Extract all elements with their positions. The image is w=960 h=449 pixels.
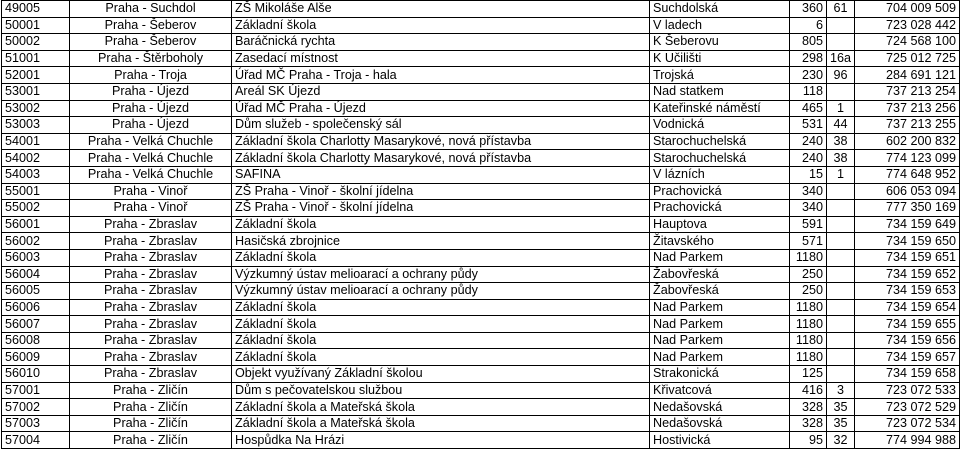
phone-cell: 723 028 442: [855, 17, 960, 34]
phone-cell: 723 072 534: [855, 415, 960, 432]
station-code-cell: 56002: [2, 233, 70, 250]
street-cell: Nad Parkem: [650, 349, 790, 366]
station-code-cell: 57003: [2, 415, 70, 432]
station-code-cell: 56003: [2, 249, 70, 266]
district-cell: Praha - Zbraslav: [70, 283, 232, 300]
phone-cell: 734 159 652: [855, 266, 960, 283]
table-row: [2, 1, 960, 18]
orientation-number-cell: 96: [827, 67, 855, 84]
house-number-cell: 465: [790, 100, 827, 117]
phone-cell: 774 994 988: [855, 432, 960, 449]
orientation-number-cell: [827, 316, 855, 333]
house-number-cell: 15: [790, 166, 827, 183]
venue-name-cell: Výzkumný ústav melioarací a ochrany půdy: [232, 283, 650, 300]
orientation-number-cell: [827, 349, 855, 366]
orientation-number-cell: [827, 233, 855, 250]
orientation-number-cell: 35: [827, 415, 855, 432]
district-cell: Praha - Újezd: [70, 83, 232, 100]
house-number-cell: 125: [790, 366, 827, 383]
venue-name-cell: Základní škola: [232, 299, 650, 316]
house-number-cell: 230: [790, 67, 827, 84]
street-cell: Nad Parkem: [650, 332, 790, 349]
district-cell: Praha - Zbraslav: [70, 332, 232, 349]
district-cell: Praha - Zličín: [70, 399, 232, 416]
street-cell: K Učilišti: [650, 50, 790, 67]
street-cell: Nad statkem: [650, 83, 790, 100]
orientation-number-cell: 35: [827, 399, 855, 416]
station-code-cell: 56004: [2, 266, 70, 283]
district-cell: Praha - Zbraslav: [70, 216, 232, 233]
phone-cell: 774 648 952: [855, 166, 960, 183]
station-code-cell: 50001: [2, 17, 70, 34]
station-code-cell: 56005: [2, 283, 70, 300]
orientation-number-cell: [827, 216, 855, 233]
house-number-cell: 340: [790, 200, 827, 217]
table-row: [2, 299, 960, 316]
table-row: [2, 117, 960, 134]
station-code-cell: 56007: [2, 316, 70, 333]
house-number-cell: 416: [790, 382, 827, 399]
district-cell: Praha - Suchdol: [70, 1, 232, 18]
table-row: [2, 166, 960, 183]
street-cell: Nad Parkem: [650, 299, 790, 316]
district-cell: Praha - Velká Chuchle: [70, 166, 232, 183]
station-code-cell: 57002: [2, 399, 70, 416]
house-number-cell: 1180: [790, 316, 827, 333]
orientation-number-cell: [827, 299, 855, 316]
venue-name-cell: Hospůdka Na Hrázi: [232, 432, 650, 449]
orientation-number-cell: 1: [827, 166, 855, 183]
district-cell: Praha - Zličín: [70, 432, 232, 449]
phone-cell: 724 568 100: [855, 34, 960, 51]
street-cell: Nad Parkem: [650, 249, 790, 266]
venue-name-cell: Dům služeb - společenský sál: [232, 117, 650, 134]
phone-cell: 734 159 649: [855, 216, 960, 233]
street-cell: Vodnická: [650, 117, 790, 134]
house-number-cell: 328: [790, 415, 827, 432]
table-row: [2, 67, 960, 84]
district-cell: Praha - Šeberov: [70, 17, 232, 34]
station-code-cell: 50002: [2, 34, 70, 51]
district-cell: Praha - Zličín: [70, 382, 232, 399]
station-code-cell: 57004: [2, 432, 70, 449]
street-cell: Kateřinské náměstí: [650, 100, 790, 117]
street-cell: Trojská: [650, 67, 790, 84]
street-cell: V ladech: [650, 17, 790, 34]
orientation-number-cell: [827, 249, 855, 266]
street-cell: Starochuchelská: [650, 150, 790, 167]
orientation-number-cell: [827, 200, 855, 217]
venue-name-cell: Baráčnická rychta: [232, 34, 650, 51]
venue-name-cell: ZŠ Mikoláše Alše: [232, 1, 650, 18]
table-row: [2, 150, 960, 167]
phone-cell: 737 213 254: [855, 83, 960, 100]
phone-cell: 734 159 657: [855, 349, 960, 366]
house-number-cell: 328: [790, 399, 827, 416]
street-cell: Prachovická: [650, 200, 790, 217]
district-cell: Praha - Troja: [70, 67, 232, 84]
venue-name-cell: Základní škola a Mateřská škola: [232, 399, 650, 416]
phone-cell: 774 123 099: [855, 150, 960, 167]
house-number-cell: 240: [790, 150, 827, 167]
venue-name-cell: Úřad MČ Praha - Újezd: [232, 100, 650, 117]
orientation-number-cell: 38: [827, 133, 855, 150]
street-cell: Nedašovská: [650, 399, 790, 416]
table-row: [2, 332, 960, 349]
table-row: [2, 83, 960, 100]
station-code-cell: 51001: [2, 50, 70, 67]
street-cell: Žitavského: [650, 233, 790, 250]
street-cell: Nedašovská: [650, 415, 790, 432]
district-cell: Praha - Zbraslav: [70, 316, 232, 333]
phone-cell: 734 159 650: [855, 233, 960, 250]
house-number-cell: 340: [790, 183, 827, 200]
venue-name-cell: Základní škola: [232, 316, 650, 333]
house-number-cell: 805: [790, 34, 827, 51]
district-cell: Praha - Zbraslav: [70, 299, 232, 316]
station-code-cell: 54001: [2, 133, 70, 150]
orientation-number-cell: 32: [827, 432, 855, 449]
table-row: [2, 233, 960, 250]
table-row: [2, 100, 960, 117]
table-row: [2, 399, 960, 416]
house-number-cell: 95: [790, 432, 827, 449]
venue-name-cell: Základní škola: [232, 17, 650, 34]
station-code-cell: 54002: [2, 150, 70, 167]
street-cell: Suchdolská: [650, 1, 790, 18]
house-number-cell: 298: [790, 50, 827, 67]
station-code-cell: 54003: [2, 166, 70, 183]
venue-name-cell: Objekt využívaný Základní školou: [232, 366, 650, 383]
house-number-cell: 1180: [790, 249, 827, 266]
venue-name-cell: ZŠ Praha - Vinoř - školní jídelna: [232, 183, 650, 200]
station-code-cell: 56006: [2, 299, 70, 316]
phone-cell: 737 213 256: [855, 100, 960, 117]
orientation-number-cell: [827, 366, 855, 383]
street-cell: V lázních: [650, 166, 790, 183]
street-cell: Nad Parkem: [650, 316, 790, 333]
orientation-number-cell: [827, 34, 855, 51]
house-number-cell: 1180: [790, 349, 827, 366]
table-row: [2, 432, 960, 449]
venue-name-cell: ZŠ Praha - Vinoř - školní jídelna: [232, 200, 650, 217]
district-cell: Praha - Zbraslav: [70, 366, 232, 383]
street-cell: Starochuchelská: [650, 133, 790, 150]
phone-cell: 606 053 094: [855, 183, 960, 200]
table-row: [2, 34, 960, 51]
phone-cell: 284 691 121: [855, 67, 960, 84]
district-cell: Praha - Vinoř: [70, 183, 232, 200]
venue-name-cell: Základní škola Charlotty Masarykové, nová přístavba: [232, 133, 650, 150]
street-cell: K Šeberovu: [650, 34, 790, 51]
station-code-cell: 49005: [2, 1, 70, 18]
street-cell: Hostivická: [650, 432, 790, 449]
house-number-cell: 1180: [790, 332, 827, 349]
street-cell: Hauptova: [650, 216, 790, 233]
house-number-cell: 240: [790, 133, 827, 150]
venue-name-cell: Výzkumný ústav melioarací a ochrany půdy: [232, 266, 650, 283]
phone-cell: 737 213 255: [855, 117, 960, 134]
district-cell: Praha - Újezd: [70, 100, 232, 117]
house-number-cell: 360: [790, 1, 827, 18]
district-cell: Praha - Zbraslav: [70, 249, 232, 266]
orientation-number-cell: [827, 83, 855, 100]
table-row: [2, 283, 960, 300]
table-row: [2, 249, 960, 266]
district-cell: Praha - Štěrboholy: [70, 50, 232, 67]
venue-name-cell: Hasičská zbrojnice: [232, 233, 650, 250]
table-row: [2, 382, 960, 399]
district-cell: Praha - Újezd: [70, 117, 232, 134]
station-code-cell: 55001: [2, 183, 70, 200]
house-number-cell: 6: [790, 17, 827, 34]
table-row: [2, 50, 960, 67]
table-row: [2, 266, 960, 283]
orientation-number-cell: [827, 283, 855, 300]
phone-cell: 777 350 169: [855, 200, 960, 217]
table-row: [2, 415, 960, 432]
orientation-number-cell: 16a: [827, 50, 855, 67]
district-cell: Praha - Zličín: [70, 415, 232, 432]
district-cell: Praha - Velká Chuchle: [70, 150, 232, 167]
table-row: [2, 133, 960, 150]
phone-cell: 734 159 654: [855, 299, 960, 316]
orientation-number-cell: [827, 183, 855, 200]
house-number-cell: 591: [790, 216, 827, 233]
district-cell: Praha - Zbraslav: [70, 233, 232, 250]
phone-cell: 704 009 509: [855, 1, 960, 18]
station-code-cell: 53002: [2, 100, 70, 117]
house-number-cell: 250: [790, 266, 827, 283]
table-row: [2, 216, 960, 233]
station-code-cell: 56001: [2, 216, 70, 233]
venue-name-cell: Dům s pečovatelskou službou: [232, 382, 650, 399]
house-number-cell: 250: [790, 283, 827, 300]
orientation-number-cell: [827, 332, 855, 349]
phone-cell: 734 159 651: [855, 249, 960, 266]
station-code-cell: 52001: [2, 67, 70, 84]
station-code-cell: 56009: [2, 349, 70, 366]
street-cell: Prachovická: [650, 183, 790, 200]
venue-name-cell: Základní škola: [232, 349, 650, 366]
orientation-number-cell: 38: [827, 150, 855, 167]
street-cell: Strakonická: [650, 366, 790, 383]
phone-cell: 723 072 533: [855, 382, 960, 399]
orientation-number-cell: [827, 266, 855, 283]
orientation-number-cell: 3: [827, 382, 855, 399]
orientation-number-cell: [827, 17, 855, 34]
street-cell: Křivatcová: [650, 382, 790, 399]
phone-cell: 734 159 656: [855, 332, 960, 349]
phone-cell: 734 159 653: [855, 283, 960, 300]
district-cell: Praha - Šeberov: [70, 34, 232, 51]
phone-cell: 734 159 658: [855, 366, 960, 383]
venue-name-cell: Areál SK Újezd: [232, 83, 650, 100]
street-cell: Žabovřeská: [650, 283, 790, 300]
house-number-cell: 531: [790, 117, 827, 134]
house-number-cell: 571: [790, 233, 827, 250]
table-row: [2, 200, 960, 217]
station-code-cell: 57001: [2, 382, 70, 399]
venue-name-cell: SAFINA: [232, 166, 650, 183]
phone-cell: 723 072 529: [855, 399, 960, 416]
district-cell: Praha - Zbraslav: [70, 266, 232, 283]
district-cell: Praha - Zbraslav: [70, 349, 232, 366]
table-row: [2, 183, 960, 200]
venue-name-cell: Základní škola: [232, 216, 650, 233]
phone-cell: 602 200 832: [855, 133, 960, 150]
station-code-cell: 55002: [2, 200, 70, 217]
venue-name-cell: Zasedací místnost: [232, 50, 650, 67]
district-cell: Praha - Vinoř: [70, 200, 232, 217]
table-row: [2, 366, 960, 383]
venue-name-cell: Základní škola a Mateřská škola: [232, 415, 650, 432]
station-code-cell: 56008: [2, 332, 70, 349]
station-code-cell: 56010: [2, 366, 70, 383]
station-code-cell: 53001: [2, 83, 70, 100]
house-number-cell: 1180: [790, 299, 827, 316]
venue-name-cell: Základní škola: [232, 332, 650, 349]
table-row: [2, 316, 960, 333]
venue-name-cell: Základní škola Charlotty Masarykové, nová přístavba: [232, 150, 650, 167]
district-cell: Praha - Velká Chuchle: [70, 133, 232, 150]
venue-name-cell: Úřad MČ Praha - Troja - hala: [232, 67, 650, 84]
house-number-cell: 118: [790, 83, 827, 100]
orientation-number-cell: 1: [827, 100, 855, 117]
table-row: [2, 17, 960, 34]
station-code-cell: 53003: [2, 117, 70, 134]
table-body: [2, 1, 960, 449]
orientation-number-cell: 44: [827, 117, 855, 134]
phone-cell: 734 159 655: [855, 316, 960, 333]
orientation-number-cell: 61: [827, 1, 855, 18]
venue-name-cell: Základní škola: [232, 249, 650, 266]
polling-stations-table: [1, 0, 960, 449]
phone-cell: 725 012 725: [855, 50, 960, 67]
table-row: [2, 349, 960, 366]
street-cell: Žabovřeská: [650, 266, 790, 283]
